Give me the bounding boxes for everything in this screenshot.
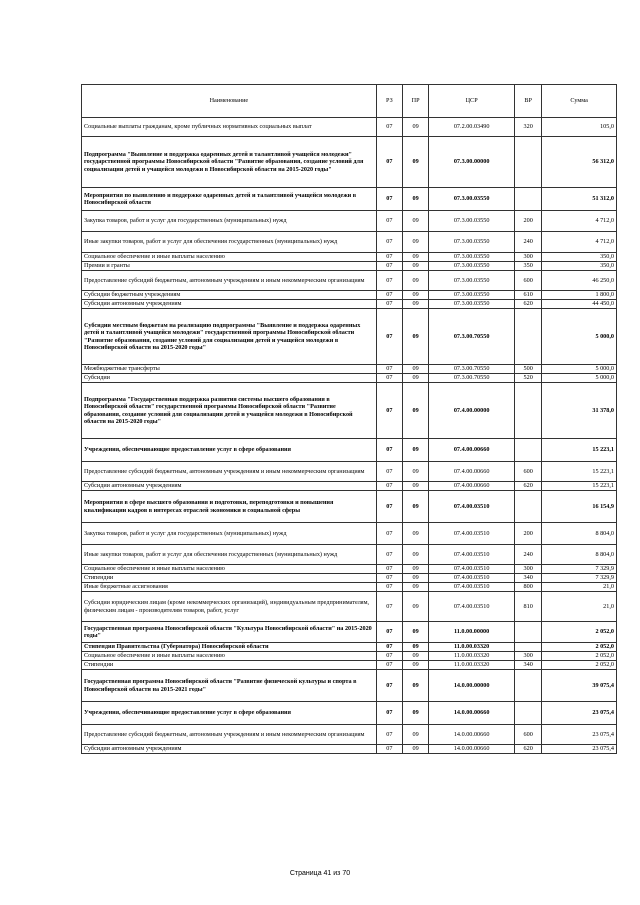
cell-rz: 07 bbox=[376, 622, 402, 643]
header-csr: ЦСР bbox=[429, 85, 515, 118]
table-row bbox=[82, 725, 617, 745]
cell-csr: 07.4.00.03510 bbox=[429, 545, 515, 565]
cell-csr: 11.0.00.03320 bbox=[429, 643, 515, 652]
cell-rz: 07 bbox=[376, 300, 402, 309]
cell-name: Субсидии автономным учреждениям bbox=[82, 745, 377, 754]
cell-vr: 200 bbox=[515, 211, 542, 232]
cell-rz: 07 bbox=[376, 583, 402, 592]
cell-vr: 600 bbox=[515, 462, 542, 482]
cell-name: Иные бюджетные ассигнования bbox=[82, 583, 377, 592]
cell-csr: 07.4.00.03510 bbox=[429, 583, 515, 592]
table-row bbox=[82, 661, 617, 670]
cell-name: Закупка товаров, работ и услуг для государственных (муниципальных) нужд bbox=[82, 211, 377, 232]
cell-vr bbox=[515, 137, 542, 188]
cell-sum: 2 052,0 bbox=[542, 643, 617, 652]
cell-name: Социальные выплаты гражданам, кроме публичных нормативных социальных выплат bbox=[82, 118, 377, 137]
table-row bbox=[82, 462, 617, 482]
cell-csr: 07.3.00.03550 bbox=[429, 291, 515, 300]
table-row bbox=[82, 262, 617, 271]
cell-vr bbox=[515, 643, 542, 652]
cell-pr: 09 bbox=[402, 365, 428, 374]
cell-rz: 07 bbox=[376, 253, 402, 262]
cell-rz: 07 bbox=[376, 291, 402, 300]
cell-csr: 07.3.00.00000 bbox=[429, 137, 515, 188]
cell-csr: 07.3.00.03550 bbox=[429, 253, 515, 262]
cell-rz: 07 bbox=[376, 462, 402, 482]
cell-csr: 07.3.00.03550 bbox=[429, 262, 515, 271]
cell-sum: 23 075,4 bbox=[542, 745, 617, 754]
cell-vr bbox=[515, 383, 542, 439]
cell-pr: 09 bbox=[402, 232, 428, 253]
cell-csr: 07.3.00.70550 bbox=[429, 365, 515, 374]
cell-rz: 07 bbox=[376, 309, 402, 365]
cell-csr: 07.3.00.03550 bbox=[429, 300, 515, 309]
cell-pr: 09 bbox=[402, 137, 428, 188]
cell-vr bbox=[515, 702, 542, 725]
cell-csr: 07.4.00.03510 bbox=[429, 592, 515, 622]
header-row bbox=[82, 85, 617, 118]
cell-rz: 07 bbox=[376, 745, 402, 754]
cell-csr: 07.4.00.00660 bbox=[429, 462, 515, 482]
cell-vr: 620 bbox=[515, 482, 542, 491]
cell-csr: 11.0.00.03320 bbox=[429, 661, 515, 670]
cell-rz: 07 bbox=[376, 374, 402, 383]
cell-pr: 09 bbox=[402, 271, 428, 291]
table-row bbox=[82, 291, 617, 300]
cell-pr: 09 bbox=[402, 745, 428, 754]
cell-rz: 07 bbox=[376, 439, 402, 462]
cell-pr: 09 bbox=[402, 583, 428, 592]
cell-vr: 300 bbox=[515, 565, 542, 574]
cell-rz: 07 bbox=[376, 661, 402, 670]
cell-vr: 800 bbox=[515, 583, 542, 592]
cell-csr: 07.4.00.00000 bbox=[429, 383, 515, 439]
cell-name: Предоставление субсидий бюджетным, автономным учреждениям и иным некоммерческим организациям bbox=[82, 462, 377, 482]
cell-name: Иные закупки товаров, работ и услуг для обеспечения государственных (муниципальных) нужд bbox=[82, 545, 377, 565]
cell-sum: 2 052,0 bbox=[542, 661, 617, 670]
cell-rz: 07 bbox=[376, 232, 402, 253]
cell-pr: 09 bbox=[402, 309, 428, 365]
cell-vr: 240 bbox=[515, 545, 542, 565]
table-row bbox=[82, 643, 617, 652]
cell-vr: 500 bbox=[515, 365, 542, 374]
table-row bbox=[82, 309, 617, 365]
table-row bbox=[82, 702, 617, 725]
cell-pr: 09 bbox=[402, 291, 428, 300]
cell-sum: 15 223,1 bbox=[542, 482, 617, 491]
cell-pr: 09 bbox=[402, 374, 428, 383]
cell-rz: 07 bbox=[376, 262, 402, 271]
cell-sum: 5 000,0 bbox=[542, 374, 617, 383]
page-number: Страница 41 из 70 bbox=[289, 870, 351, 877]
cell-vr bbox=[515, 491, 542, 523]
cell-csr: 07.3.00.03550 bbox=[429, 271, 515, 291]
header-rz: РЗ bbox=[376, 85, 402, 118]
cell-name: Государственная программа Новосибирской области "Развитие физической культуры и спорта в Новосибирской области на 2015-2021 годы" bbox=[82, 670, 377, 702]
cell-vr: 200 bbox=[515, 523, 542, 545]
cell-pr: 09 bbox=[402, 592, 428, 622]
cell-rz: 07 bbox=[376, 702, 402, 725]
cell-rz: 07 bbox=[376, 365, 402, 374]
cell-csr: 07.3.00.03550 bbox=[429, 188, 515, 211]
cell-csr: 11.0.00.00000 bbox=[429, 622, 515, 643]
cell-sum: 16 154,9 bbox=[542, 491, 617, 523]
cell-sum: 350,0 bbox=[542, 253, 617, 262]
cell-sum: 350,0 bbox=[542, 262, 617, 271]
cell-pr: 09 bbox=[402, 211, 428, 232]
cell-name: Субсидии автономным учреждениям bbox=[82, 482, 377, 491]
cell-sum: 8 804,0 bbox=[542, 523, 617, 545]
cell-pr: 09 bbox=[402, 622, 428, 643]
cell-csr: 11.0.00.03320 bbox=[429, 652, 515, 661]
cell-vr: 810 bbox=[515, 592, 542, 622]
cell-name: Государственная программа Новосибирской области "Культура Новосибирской области" на 2015-2020 годы" bbox=[82, 622, 377, 643]
cell-sum: 15 223,1 bbox=[542, 439, 617, 462]
cell-csr: 07.4.00.00660 bbox=[429, 482, 515, 491]
cell-rz: 07 bbox=[376, 574, 402, 583]
cell-pr: 09 bbox=[402, 439, 428, 462]
cell-pr: 09 bbox=[402, 574, 428, 583]
table-row bbox=[82, 365, 617, 374]
cell-csr: 14.0.00.00660 bbox=[429, 745, 515, 754]
cell-pr: 09 bbox=[402, 565, 428, 574]
cell-rz: 07 bbox=[376, 565, 402, 574]
cell-rz: 07 bbox=[376, 592, 402, 622]
cell-csr: 07.2.00.03490 bbox=[429, 118, 515, 137]
cell-vr: 610 bbox=[515, 291, 542, 300]
cell-rz: 07 bbox=[376, 211, 402, 232]
cell-vr: 600 bbox=[515, 725, 542, 745]
cell-pr: 09 bbox=[402, 262, 428, 271]
table-row bbox=[82, 583, 617, 592]
cell-vr: 320 bbox=[515, 118, 542, 137]
budget-table bbox=[81, 84, 617, 754]
cell-csr: 07.4.00.03510 bbox=[429, 523, 515, 545]
cell-name: Подпрограмма "Выявление и поддержка одаренных детей и талантливой учащейся молодежи" государственной программы Новосибирской области "Развитие образования, создание условий для социализации детей и учащейся молодежи в Новосибирской области на 2015-2020 годы" bbox=[82, 137, 377, 188]
cell-pr: 09 bbox=[402, 725, 428, 745]
cell-name: Субсидии юридическим лицам (кроме некоммерческих организаций), индивидуальным предпринимателям, физическим лицам - производителям товаров, работ, услуг bbox=[82, 592, 377, 622]
cell-csr: 07.4.00.03510 bbox=[429, 491, 515, 523]
cell-rz: 07 bbox=[376, 491, 402, 523]
cell-name: Субсидии автономным учреждениям bbox=[82, 300, 377, 309]
cell-name: Стипендии bbox=[82, 661, 377, 670]
cell-vr: 340 bbox=[515, 661, 542, 670]
cell-vr bbox=[515, 309, 542, 365]
cell-rz: 07 bbox=[376, 670, 402, 702]
table-body bbox=[82, 118, 617, 754]
cell-sum: 1 800,0 bbox=[542, 291, 617, 300]
cell-name: Мероприятия по выявлению и поддержке одаренных детей и талантливой учащейся молодежи в Новосибирской области bbox=[82, 188, 377, 211]
table-row bbox=[82, 137, 617, 188]
table-row bbox=[82, 439, 617, 462]
table-row bbox=[82, 232, 617, 253]
cell-name: Подпрограмма "Государственная поддержка развития системы высшего образования в Новосибирской области" государственной программы Новосибирской области "Развитие образования, создание условий для социализации детей и учащейся молодежи в Новосибирской области на 2015-2020 годы" bbox=[82, 383, 377, 439]
cell-csr: 14.0.00.00000 bbox=[429, 670, 515, 702]
cell-vr: 350 bbox=[515, 262, 542, 271]
cell-pr: 09 bbox=[402, 523, 428, 545]
cell-pr: 09 bbox=[402, 545, 428, 565]
table-row bbox=[82, 745, 617, 754]
table-row bbox=[82, 491, 617, 523]
cell-vr: 620 bbox=[515, 745, 542, 754]
cell-vr: 300 bbox=[515, 652, 542, 661]
cell-sum: 4 712,0 bbox=[542, 211, 617, 232]
cell-vr bbox=[515, 439, 542, 462]
cell-sum: 15 223,1 bbox=[542, 462, 617, 482]
cell-csr: 07.3.00.70550 bbox=[429, 374, 515, 383]
cell-sum: 5 000,0 bbox=[542, 309, 617, 365]
cell-sum: 2 052,0 bbox=[542, 652, 617, 661]
table-row bbox=[82, 523, 617, 545]
cell-pr: 09 bbox=[402, 670, 428, 702]
cell-name: Субсидии bbox=[82, 374, 377, 383]
cell-vr bbox=[515, 188, 542, 211]
cell-rz: 07 bbox=[376, 137, 402, 188]
cell-sum: 51 312,0 bbox=[542, 188, 617, 211]
cell-csr: 07.4.00.03510 bbox=[429, 574, 515, 583]
cell-name: Учреждения, обеспечивающие предоставление услуг в сфере образования bbox=[82, 702, 377, 725]
cell-pr: 09 bbox=[402, 300, 428, 309]
cell-pr: 09 bbox=[402, 253, 428, 262]
header-sum: Сумма bbox=[542, 85, 617, 118]
cell-rz: 07 bbox=[376, 725, 402, 745]
table-row bbox=[82, 622, 617, 643]
cell-name: Учреждения, обеспечивающие предоставление услуг в сфере образования bbox=[82, 439, 377, 462]
cell-vr bbox=[515, 670, 542, 702]
cell-pr: 09 bbox=[402, 188, 428, 211]
cell-name: Премии и гранты bbox=[82, 262, 377, 271]
cell-pr: 09 bbox=[402, 652, 428, 661]
table-row bbox=[82, 652, 617, 661]
cell-csr: 07.4.00.00660 bbox=[429, 439, 515, 462]
table-row bbox=[82, 574, 617, 583]
cell-vr: 600 bbox=[515, 271, 542, 291]
cell-sum: 23 075,4 bbox=[542, 702, 617, 725]
table-row bbox=[82, 383, 617, 439]
table-row bbox=[82, 670, 617, 702]
cell-rz: 07 bbox=[376, 523, 402, 545]
cell-csr: 14.0.00.00660 bbox=[429, 702, 515, 725]
cell-sum: 39 075,4 bbox=[542, 670, 617, 702]
cell-pr: 09 bbox=[402, 643, 428, 652]
cell-rz: 07 bbox=[376, 652, 402, 661]
cell-name: Закупка товаров, работ и услуг для государственных (муниципальных) нужд bbox=[82, 523, 377, 545]
cell-rz: 07 bbox=[376, 482, 402, 491]
cell-pr: 09 bbox=[402, 702, 428, 725]
table-row bbox=[82, 565, 617, 574]
cell-pr: 09 bbox=[402, 462, 428, 482]
header-pr: ПР bbox=[402, 85, 428, 118]
cell-sum: 21,0 bbox=[542, 583, 617, 592]
table-row bbox=[82, 592, 617, 622]
cell-csr: 07.4.00.03510 bbox=[429, 565, 515, 574]
cell-pr: 09 bbox=[402, 482, 428, 491]
cell-name: Субсидии бюджетным учреждениям bbox=[82, 291, 377, 300]
table-row bbox=[82, 545, 617, 565]
cell-rz: 07 bbox=[376, 383, 402, 439]
header-vr: ВР bbox=[515, 85, 542, 118]
cell-sum: 31 378,0 bbox=[542, 383, 617, 439]
cell-sum: 4 712,0 bbox=[542, 232, 617, 253]
cell-name: Межбюджетные трансферты bbox=[82, 365, 377, 374]
table-row bbox=[82, 300, 617, 309]
table-row bbox=[82, 188, 617, 211]
cell-pr: 09 bbox=[402, 491, 428, 523]
cell-rz: 07 bbox=[376, 188, 402, 211]
cell-vr: 340 bbox=[515, 574, 542, 583]
cell-vr: 300 bbox=[515, 253, 542, 262]
cell-vr: 240 bbox=[515, 232, 542, 253]
cell-pr: 09 bbox=[402, 118, 428, 137]
cell-rz: 07 bbox=[376, 118, 402, 137]
cell-csr: 14.0.00.00660 bbox=[429, 725, 515, 745]
cell-rz: 07 bbox=[376, 271, 402, 291]
cell-sum: 46 250,0 bbox=[542, 271, 617, 291]
cell-vr: 520 bbox=[515, 374, 542, 383]
cell-vr bbox=[515, 622, 542, 643]
cell-name: Мероприятия в сфере высшего образования и подготовки, переподготовки и повышения квалификации кадров в интересах отраслей экономики и социальной сферы bbox=[82, 491, 377, 523]
cell-sum: 2 052,0 bbox=[542, 622, 617, 643]
cell-vr: 620 bbox=[515, 300, 542, 309]
header-name: Наименование bbox=[82, 85, 377, 118]
cell-rz: 07 bbox=[376, 643, 402, 652]
cell-name: Предоставление субсидий бюджетным, автономным учреждениям и иным некоммерческим организациям bbox=[82, 725, 377, 745]
table-row bbox=[82, 211, 617, 232]
cell-name: Стипендия Правительства (Губернатора) Новосибирской области bbox=[82, 643, 377, 652]
cell-sum: 105,0 bbox=[542, 118, 617, 137]
table-row bbox=[82, 118, 617, 137]
cell-name: Иные закупки товаров, работ и услуг для обеспечения государственных (муниципальных) нужд bbox=[82, 232, 377, 253]
cell-sum: 5 000,0 bbox=[542, 365, 617, 374]
table-row bbox=[82, 374, 617, 383]
table-row bbox=[82, 253, 617, 262]
table-row bbox=[82, 271, 617, 291]
cell-name: Субсидии местным бюджетам на реализацию подпрограммы "Выявление и поддержка одаренных детей и талантливой учащейся молодежи" государственной программы Новосибирской области "Развитие образования, создание условий для социализации детей и учащейся молодежи в Новосибирской области на 2015-2020 годы" bbox=[82, 309, 377, 365]
cell-pr: 09 bbox=[402, 383, 428, 439]
cell-pr: 09 bbox=[402, 661, 428, 670]
table-row bbox=[82, 482, 617, 491]
cell-sum: 8 804,0 bbox=[542, 545, 617, 565]
cell-name: Социальное обеспечение и иные выплаты населению bbox=[82, 652, 377, 661]
cell-sum: 7 329,9 bbox=[542, 565, 617, 574]
cell-csr: 07.3.00.03550 bbox=[429, 232, 515, 253]
cell-sum: 23 075,4 bbox=[542, 725, 617, 745]
cell-name: Предоставление субсидий бюджетным, автономным учреждениям и иным некоммерческим организациям bbox=[82, 271, 377, 291]
cell-sum: 44 450,0 bbox=[542, 300, 617, 309]
cell-sum: 21,0 bbox=[542, 592, 617, 622]
cell-csr: 07.3.00.03550 bbox=[429, 211, 515, 232]
cell-name: Стипендии bbox=[82, 574, 377, 583]
cell-sum: 7 329,9 bbox=[542, 574, 617, 583]
cell-name: Социальное обеспечение и иные выплаты населению bbox=[82, 253, 377, 262]
cell-rz: 07 bbox=[376, 545, 402, 565]
cell-name: Социальное обеспечение и иные выплаты населению bbox=[82, 565, 377, 574]
cell-sum: 56 312,0 bbox=[542, 137, 617, 188]
cell-csr: 07.3.00.70550 bbox=[429, 309, 515, 365]
